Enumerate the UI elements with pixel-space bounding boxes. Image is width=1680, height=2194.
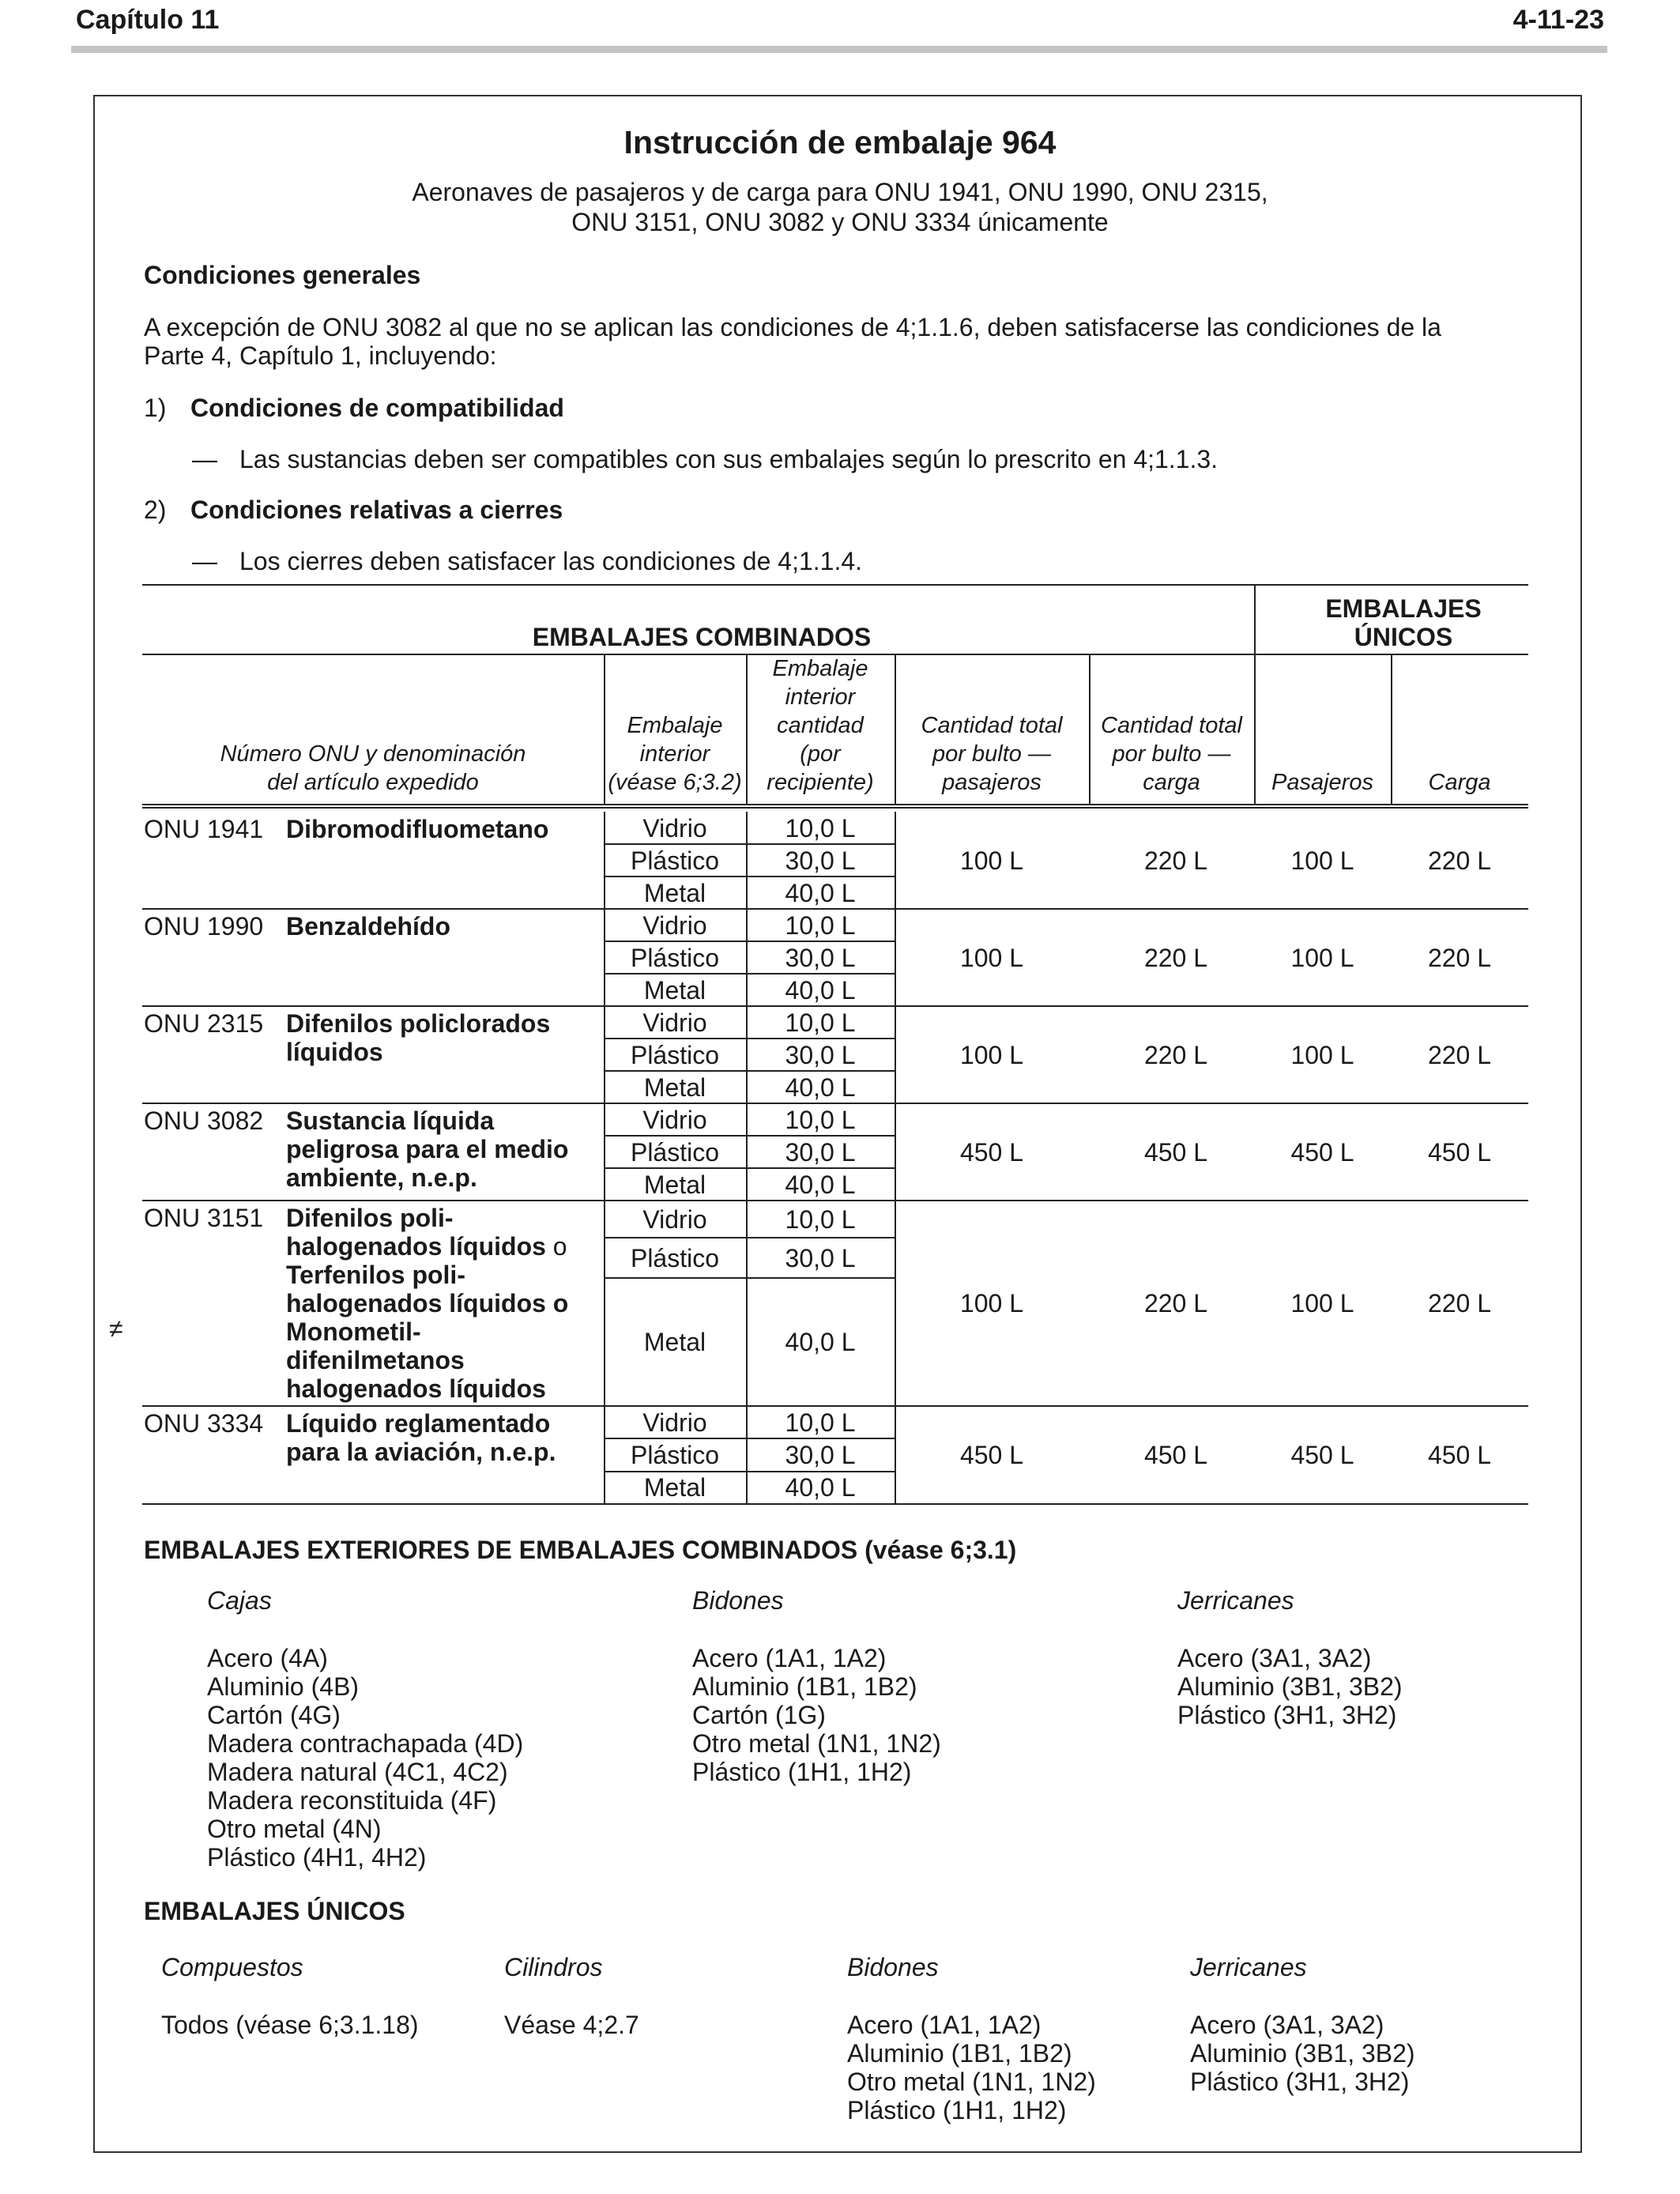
inner-packaging-cell: Plástico bbox=[630, 846, 720, 875]
substance-name bbox=[286, 1409, 556, 1466]
inner-packaging-cell: Metal bbox=[643, 1473, 706, 1502]
passenger-total-cell: 100 L bbox=[959, 846, 1024, 875]
row-rule bbox=[142, 1503, 1528, 1505]
compatibility-heading: Condiciones de compatibilidad bbox=[190, 394, 564, 422]
item-number: 1) bbox=[144, 394, 167, 422]
un-number: ONU 3082 bbox=[144, 1106, 264, 1135]
single-passenger-cell: 100 L bbox=[1290, 1289, 1354, 1318]
single-packagings-heading: EMBALAJES ÚNICOS bbox=[144, 1897, 405, 1925]
cargo-total-cell: 220 L bbox=[1143, 1289, 1208, 1318]
header-line: (véase 6;3.2) bbox=[608, 770, 742, 795]
inner-quantity-cell: 40,0 L bbox=[785, 975, 856, 1005]
subtitle-line: ONU 3151, ONU 3082 y ONU 3334 únicamente bbox=[571, 208, 1109, 236]
name-line: halogenados líquidos o bbox=[286, 1289, 569, 1318]
general-conditions-paragraph bbox=[144, 313, 1566, 370]
dash-bullet: — bbox=[192, 547, 217, 575]
list-item: Acero (3A1, 3A2) bbox=[1190, 2011, 1384, 2039]
list-item: Aluminio (1B1, 1B2) bbox=[847, 2039, 1072, 2068]
name-line: ambiente, n.e.p. bbox=[286, 1163, 477, 1192]
inner-packaging-cell: Plástico bbox=[630, 1441, 720, 1469]
page-reference: 4-11-23 bbox=[1512, 5, 1604, 35]
single-cargo-cell: 450 L bbox=[1427, 1137, 1492, 1167]
cargo-total-cell: 220 L bbox=[1143, 1040, 1208, 1069]
list-item: Plástico (1H1, 1H2) bbox=[692, 1758, 912, 1786]
single-passenger-cell: 450 L bbox=[1290, 1137, 1354, 1167]
name-line: halogenados líquidos bbox=[286, 1374, 546, 1403]
name-line: Difenilos poli- bbox=[286, 1204, 454, 1232]
inner-quantity-cell: 30,0 L bbox=[785, 1243, 856, 1272]
substance-name bbox=[286, 1204, 568, 1403]
inner-packaging-cell: Metal bbox=[643, 975, 706, 1005]
outer-column-items bbox=[207, 1644, 523, 1872]
list-item: Plástico (4H1, 4H2) bbox=[207, 1843, 427, 1872]
compatibility-text: Las sustancias deben ser compatibles con sus embalajes según lo prescrito en 4;1.1.3. bbox=[239, 445, 1219, 473]
substance-name bbox=[286, 1106, 568, 1192]
list-item: Otro metal (1N1, 1N2) bbox=[692, 1729, 941, 1758]
chapter-label: Capítulo 11 bbox=[76, 5, 220, 35]
inner-packaging-cell: Vidrio bbox=[642, 1408, 707, 1437]
header-line: Cantidad total bbox=[921, 713, 1063, 738]
inner-packaging-cell: Metal bbox=[643, 1328, 706, 1356]
cargo-total-cell: 450 L bbox=[1143, 1441, 1208, 1469]
outer-column-title: Cajas bbox=[207, 1586, 272, 1615]
row-rule bbox=[142, 1200, 1528, 1201]
inner-packaging-column-header bbox=[604, 711, 746, 797]
paragraph-line: Parte 4, Capítulo 1, incluyendo: bbox=[144, 341, 497, 370]
item-number: 2) bbox=[144, 496, 167, 524]
inner-packaging-cell: Metal bbox=[643, 1072, 706, 1102]
name-line: líquidos bbox=[286, 1038, 383, 1066]
passenger-total-cell: 100 L bbox=[959, 1289, 1024, 1318]
inner-quantity-cell: 10,0 L bbox=[785, 910, 856, 940]
inner-packaging-cell: Vidrio bbox=[642, 1008, 707, 1037]
single-column-title: Jerricanes bbox=[1190, 1953, 1307, 1981]
header-line: Pasajeros bbox=[1271, 770, 1373, 795]
inner-quantity-cell: 30,0 L bbox=[785, 1137, 856, 1167]
single-column-title: Bidones bbox=[847, 1953, 939, 1981]
sub-row-rule bbox=[604, 1237, 895, 1238]
list-item: Aluminio (4B) bbox=[207, 1672, 360, 1701]
header-line: recipiente) bbox=[767, 770, 874, 795]
page-title: Instrucción de embalaje 964 bbox=[623, 124, 1057, 160]
cargo-total-cell: 220 L bbox=[1143, 846, 1208, 875]
un-number: ONU 2315 bbox=[144, 1009, 264, 1038]
un-number: ONU 1941 bbox=[144, 815, 264, 843]
subtitle-line: Aeronaves de pasajeros y de carga para ONU 1941, ONU 1990, ONU 2315, bbox=[412, 178, 1268, 206]
header-line: carga bbox=[1143, 770, 1200, 795]
closures-text: Los cierres deben satisfacer las condiciones de 4;1.1.4. bbox=[239, 547, 863, 575]
inner-quantity-cell: 40,0 L bbox=[785, 878, 856, 907]
passenger-total-cell: 450 L bbox=[959, 1441, 1024, 1469]
single-packagings-header bbox=[1263, 594, 1544, 651]
list-item: Madera contrachapada (4D) bbox=[207, 1729, 524, 1758]
outer-column-items bbox=[692, 1644, 941, 1786]
single-cargo-cell: 450 L bbox=[1427, 1441, 1492, 1469]
column-header-rule bbox=[142, 804, 1528, 805]
inner-packaging-cell: Plástico bbox=[630, 1137, 720, 1167]
passenger-total-cell: 100 L bbox=[959, 943, 1024, 972]
single-cargo-column-header bbox=[1391, 768, 1528, 797]
single-cargo-cell: 220 L bbox=[1427, 943, 1492, 972]
header-line: ÚNICOS bbox=[1354, 623, 1453, 651]
inner-packaging-cell: Vidrio bbox=[642, 1204, 707, 1234]
header-line: pasajeros bbox=[942, 770, 1042, 795]
inner-quantity-cell: 10,0 L bbox=[785, 1105, 856, 1134]
single-column-title: Cilindros bbox=[504, 1953, 603, 1981]
header-line: del artículo expedido bbox=[267, 770, 479, 795]
header-line: Embalaje bbox=[627, 713, 723, 738]
cargo-total-cell: 450 L bbox=[1143, 1137, 1208, 1167]
header-line: Cantidad total bbox=[1101, 713, 1242, 738]
header-line: EMBALAJES bbox=[1325, 594, 1482, 623]
passenger-total-column-header bbox=[895, 711, 1089, 797]
inner-quantity-cell: 40,0 L bbox=[785, 1170, 856, 1199]
single-column-items bbox=[161, 2011, 419, 2039]
un-number: ONU 3151 bbox=[144, 1204, 264, 1232]
inner-quantity-cell: 30,0 L bbox=[785, 943, 856, 972]
outer-packagings-heading: EMBALAJES EXTERIORES DE EMBALAJES COMBINADOS (véase 6;3.1) bbox=[144, 1536, 1017, 1564]
inner-quantity-cell: 40,0 L bbox=[785, 1328, 856, 1356]
single-passenger-cell: 100 L bbox=[1290, 846, 1354, 875]
un-column-header bbox=[142, 740, 604, 797]
inner-packaging-cell: Metal bbox=[643, 878, 706, 907]
name-line: Difenilos policlorados bbox=[286, 1009, 551, 1038]
header-line: Número ONU y denominación bbox=[220, 741, 526, 767]
single-group-divider bbox=[1254, 584, 1256, 654]
inner-packaging-cell: Metal bbox=[643, 1170, 706, 1199]
change-mark: ≠ bbox=[109, 1314, 123, 1343]
header-line: Carga bbox=[1428, 770, 1491, 795]
inner-quantity-cell: 40,0 L bbox=[785, 1072, 856, 1102]
single-passenger-cell: 450 L bbox=[1290, 1441, 1354, 1469]
list-item: Acero (4A) bbox=[207, 1644, 328, 1672]
single-column-items bbox=[504, 2011, 639, 2039]
sub-row-rule bbox=[604, 1277, 895, 1279]
name-line: difenilmetanos bbox=[286, 1346, 465, 1374]
page-subtitle bbox=[0, 177, 1680, 237]
inner-quantity-cell: 10,0 L bbox=[785, 1008, 856, 1037]
inner-packaging-cell: Plástico bbox=[630, 1040, 720, 1069]
list-item: Aluminio (3B1, 3B2) bbox=[1190, 2039, 1415, 2068]
list-item: Cartón (4G) bbox=[207, 1701, 341, 1729]
name-line: para la aviación, n.e.p. bbox=[286, 1438, 556, 1466]
single-column-items bbox=[1190, 2011, 1415, 2096]
closures-heading: Condiciones relativas a cierres bbox=[190, 496, 563, 524]
un-number: ONU 3334 bbox=[144, 1409, 264, 1438]
inner-quantity-cell: 30,0 L bbox=[785, 846, 856, 875]
list-item: Acero (1A1, 1A2) bbox=[847, 2011, 1042, 2039]
single-column-items bbox=[847, 2011, 1096, 2124]
list-item: Madera reconstituida (4F) bbox=[207, 1786, 497, 1815]
substance-name bbox=[286, 815, 548, 843]
list-item: Madera natural (4C1, 4C2) bbox=[207, 1758, 508, 1786]
list-item: Plástico (1H1, 1H2) bbox=[847, 2096, 1067, 2124]
list-item: Acero (3A1, 3A2) bbox=[1177, 1644, 1372, 1672]
dash-bullet: — bbox=[192, 445, 217, 473]
inner-quantity-cell: 10,0 L bbox=[785, 1204, 856, 1234]
header-rule bbox=[71, 46, 1607, 53]
header-line: cantidad bbox=[777, 713, 864, 738]
name-line: halogenados líquidos o bbox=[286, 1232, 567, 1261]
general-conditions-heading: Condiciones generales bbox=[144, 261, 421, 289]
list-item: Aluminio (1B1, 1B2) bbox=[692, 1672, 917, 1701]
outer-column-title: Bidones bbox=[692, 1586, 784, 1615]
inner-quantity-cell: 10,0 L bbox=[785, 813, 856, 843]
header-line: por bulto — bbox=[1112, 741, 1231, 767]
single-cargo-cell: 220 L bbox=[1427, 1289, 1492, 1318]
name-line: Dibromodifluometano bbox=[286, 815, 549, 843]
inner-packaging-cell: Vidrio bbox=[642, 813, 707, 843]
outer-column-items bbox=[1177, 1644, 1403, 1729]
cargo-total-column-header bbox=[1089, 711, 1254, 797]
list-item: Plástico (3H1, 3H2) bbox=[1190, 2068, 1410, 2096]
un-number: ONU 1990 bbox=[144, 912, 264, 941]
passenger-total-cell: 100 L bbox=[959, 1040, 1024, 1069]
list-item: Aluminio (3B1, 3B2) bbox=[1177, 1672, 1403, 1701]
single-passenger-cell: 100 L bbox=[1290, 943, 1354, 972]
inner-packaging-cell: Plástico bbox=[630, 1243, 720, 1272]
column-header-rule-2 bbox=[142, 807, 1528, 809]
list-item: Otro metal (4N) bbox=[207, 1815, 382, 1843]
passenger-total-cell: 450 L bbox=[959, 1137, 1024, 1167]
name-line: Líquido reglamentado bbox=[286, 1409, 551, 1438]
list-item: Todos (véase 6;3.1.18) bbox=[161, 2011, 419, 2039]
combined-packagings-header: EMBALAJES COMBINADOS bbox=[532, 623, 872, 651]
name-line: Sustancia líquida bbox=[286, 1106, 495, 1135]
header-line: Embalaje bbox=[772, 656, 868, 681]
substance-name bbox=[286, 912, 450, 941]
list-item: Cartón (1G) bbox=[692, 1701, 826, 1729]
name-connector: o bbox=[545, 1232, 567, 1261]
name-line: Monometil- bbox=[286, 1318, 421, 1346]
list-item: Otro metal (1N1, 1N2) bbox=[847, 2068, 1096, 2096]
name-line: Benzaldehído bbox=[286, 912, 451, 941]
list-item: Acero (1A1, 1A2) bbox=[692, 1644, 887, 1672]
inner-packaging-cell: Vidrio bbox=[642, 1105, 707, 1134]
header-line: (por bbox=[800, 741, 841, 767]
list-item: Véase 4;2.7 bbox=[504, 2011, 639, 2039]
inner-quantity-cell: 10,0 L bbox=[785, 1408, 856, 1437]
header-line: interior bbox=[639, 741, 710, 767]
list-item: Plástico (3H1, 3H2) bbox=[1177, 1701, 1397, 1729]
inner-quantity-cell: 30,0 L bbox=[785, 1040, 856, 1069]
inner-packaging-cell: Vidrio bbox=[642, 910, 707, 940]
table-top-rule bbox=[142, 584, 1528, 586]
cargo-total-cell: 220 L bbox=[1143, 943, 1208, 972]
header-line: interior bbox=[785, 684, 856, 710]
outer-column-title: Jerricanes bbox=[1177, 1586, 1294, 1615]
inner-quantity-cell: 40,0 L bbox=[785, 1473, 856, 1502]
paragraph-line: A excepción de ONU 3082 al que no se aplican las condiciones de 4;1.1.6, deben satisfacerse las condiciones de la bbox=[144, 313, 1441, 341]
inner-packaging-cell: Plástico bbox=[630, 943, 720, 972]
single-column-title: Compuestos bbox=[161, 1953, 303, 1981]
substance-name bbox=[286, 1009, 550, 1066]
name-line: Terfenilos poli- bbox=[286, 1261, 465, 1289]
single-passenger-column-header bbox=[1254, 768, 1391, 797]
header-line: por bulto — bbox=[932, 741, 1051, 767]
inner-quantity-cell: 30,0 L bbox=[785, 1441, 856, 1469]
inner-quantity-column-header bbox=[746, 654, 895, 797]
single-cargo-cell: 220 L bbox=[1427, 1040, 1492, 1069]
single-cargo-cell: 220 L bbox=[1427, 846, 1492, 875]
name-line: peligrosa para el medio bbox=[286, 1135, 569, 1163]
single-passenger-cell: 100 L bbox=[1290, 1040, 1354, 1069]
